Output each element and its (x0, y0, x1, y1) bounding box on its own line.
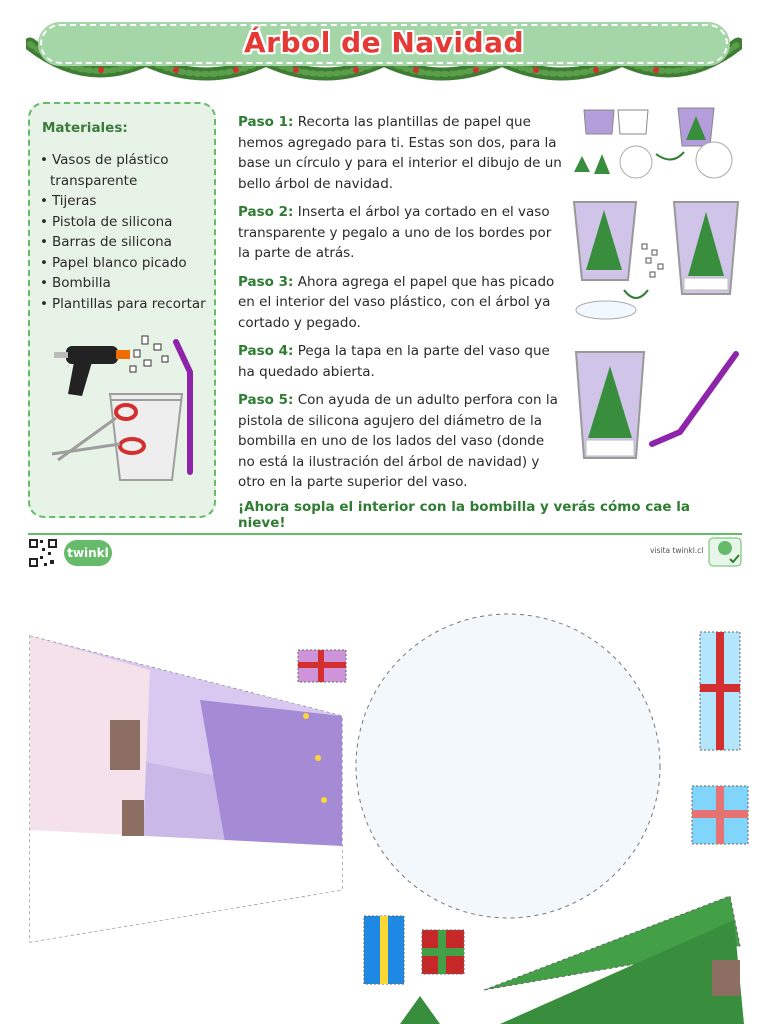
tree-template-icon (400, 996, 440, 1024)
final-instruction: ¡Ahora sopla el interior con la bombilla y verás cómo cae la nieve! (238, 499, 690, 531)
glue-gun-icon (54, 346, 130, 396)
step-1 (238, 112, 562, 194)
gift-icon (700, 632, 740, 750)
steps-list (238, 112, 562, 501)
step-label: Paso 1: (238, 114, 294, 130)
cutout-templates (0, 600, 768, 1024)
qr-code-icon (28, 538, 58, 568)
step-label: Paso 5: (238, 392, 294, 408)
list-item: • Barras de silicona (40, 232, 216, 253)
visit-link[interactable]: visita twinkl.cl (650, 546, 704, 555)
step-text: Recorta las plantillas de papel que hemos agregado para ti. Estas son dos, para la base un círculo y para el interior el dibujo de un bello árbol de navidad. (238, 114, 562, 192)
list-item: • Papel blanco picado (40, 253, 216, 274)
twinkl-logo: twinkl (64, 540, 112, 566)
step-label: Paso 3: (238, 273, 294, 290)
gift-icon (364, 916, 404, 984)
step-1-illustration (568, 104, 744, 186)
footer-divider (28, 533, 742, 535)
gift-icon (298, 650, 346, 682)
step-5 (238, 390, 562, 493)
step-4-5-illustration (568, 346, 744, 468)
list-item: • Plantillas para recortar (40, 294, 216, 315)
step-label: Paso 2: (238, 204, 294, 220)
circle-base-template (356, 614, 660, 918)
step-text: Inserta el árbol ya cortado en el vaso transparente y pegalo a uno de los bordes por la parte de atrás. (238, 204, 552, 261)
materials-illustration (38, 332, 210, 482)
quality-badge-icon (708, 537, 742, 567)
step-label: Paso 4: (238, 343, 294, 359)
gift-icon (692, 786, 748, 844)
step-2 (238, 202, 562, 264)
list-item: • Pistola de silicona (40, 212, 216, 233)
step-3 (238, 272, 562, 334)
materials-heading: Materiales: (42, 120, 128, 136)
page-title: Árbol de Navidad (243, 26, 525, 59)
step-text: Ahora agrega el papel que has picado en el interior del vaso plástico, con el árbol ya cortado y pegado. (238, 273, 555, 331)
materials-box (28, 102, 216, 518)
step-text: Pega la tapa en la parte del vaso que ha quedado abierta. (238, 343, 550, 380)
step-text: Con ayuda de un adulto perfora con la pistola de silicona agujero del diámetro de la bombilla en uno de los lados del vaso (donde no está la ilustración del árbol de navidad) y otro en la parte superior del vaso. (238, 392, 558, 490)
materials-list (40, 150, 216, 314)
list-item: • Vasos de plástico transparente (40, 150, 216, 191)
step-2-3-illustration (566, 194, 746, 326)
gift-icon (422, 930, 464, 974)
list-item: • Bombilla (40, 273, 216, 294)
winter-scene-template (30, 636, 342, 942)
list-item: • Tijeras (40, 191, 216, 212)
step-4 (238, 341, 562, 382)
